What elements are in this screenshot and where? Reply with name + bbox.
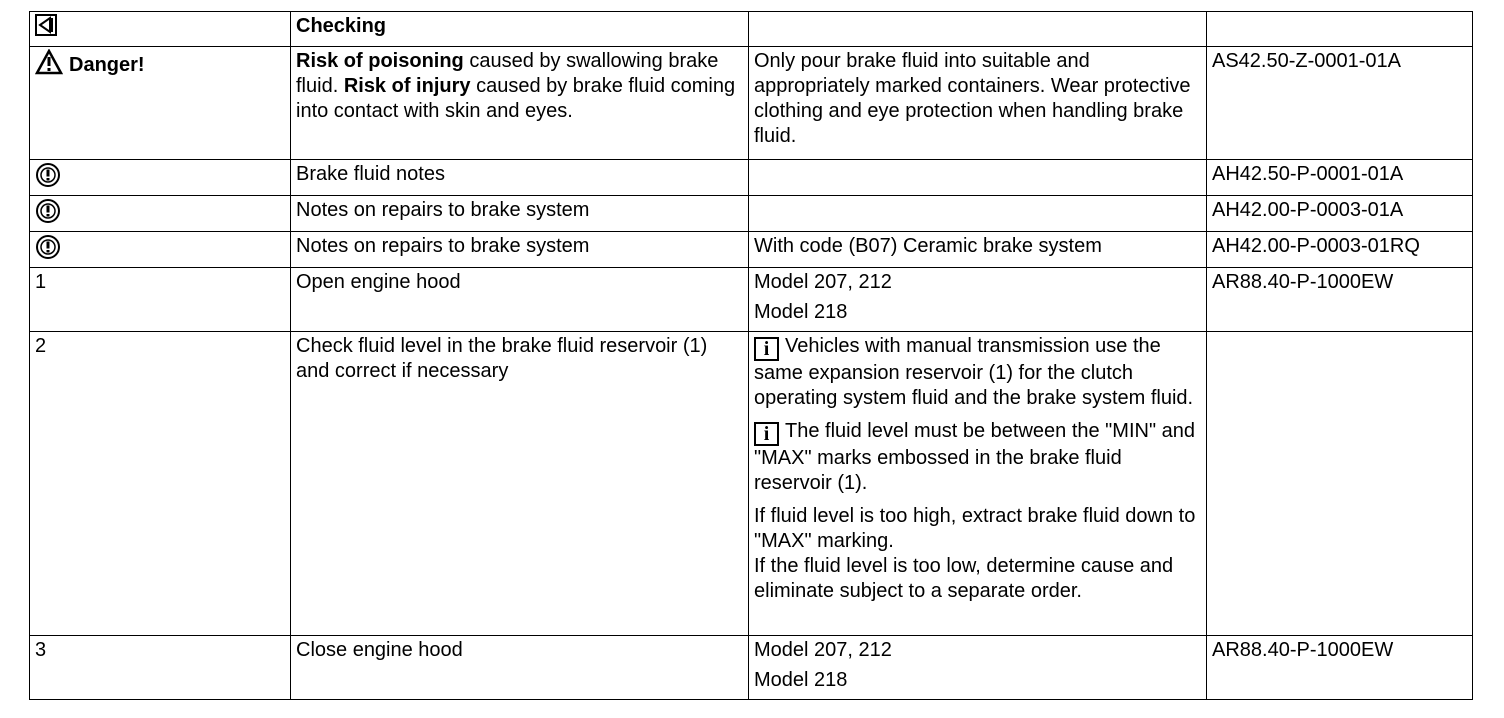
note-condition-cell [749,160,1207,196]
danger-row [30,47,1473,160]
note-ref-cell [1207,196,1473,232]
info-icon: i [754,422,779,446]
note-row [30,232,1473,268]
risk-poisoning-text: caused by swallowing brake fluid. [296,50,719,97]
step-ref-cell [1207,268,1473,332]
note-circle-icon [35,162,61,188]
step-number-cell [30,332,291,636]
header-title-cell [291,12,749,47]
header-empty-cell [749,12,1207,47]
info-note [754,334,1202,411]
info-note [754,419,1202,496]
danger-measure-text: Only pour brake fluid into suitable and appropriately marked containers. Wear protective clothing and eye protection when handling brake fluid. [754,50,1191,147]
info-note-text: Vehicles with manual transmission use the same expansion reservoir (1) for the clutch operating system fluid and the brake system fluid. [754,335,1194,409]
step-row [30,636,1473,700]
danger-label: Danger! [69,54,145,76]
danger-ref-cell [1207,47,1473,160]
risk-poisoning-label: Risk of poisoning [296,50,464,72]
step-condition-cell [749,268,1207,332]
note-document-ref[interactable]: AH42.50-P-0001-01A [1212,163,1404,185]
step-document-ref[interactable]: AR88.40-P-1000EW [1212,639,1394,661]
note-text-cell [291,160,749,196]
note-icon-cell [30,160,291,196]
model-applicability: Model 207, 212 [754,639,892,661]
note-circle-icon [35,198,61,224]
model-applicability: Model 207, 212 [754,271,892,293]
danger-risk-cell [291,47,749,160]
note-ref-cell [1207,160,1473,196]
back-arrow-box-icon[interactable] [35,14,57,36]
step-document-ref[interactable]: AR88.40-P-1000EW [1212,271,1394,293]
info-note-text: The fluid level must be between the "MIN" and "MAX" marks embossed in the brake fluid reservoir (1). [754,420,1195,494]
note-condition: With code (B07) Ceramic brake system [754,235,1102,257]
step-condition-cell [749,636,1207,700]
instruction-text: If fluid level is too high, extract brake fluid down to "MAX" marking. [754,505,1196,552]
model-applicability: Model 218 [754,301,848,323]
step-ref-cell [1207,636,1473,700]
step-action: Close engine hood [296,639,463,661]
danger-label-cell [30,47,291,160]
step-number-cell [30,268,291,332]
procedure-table [29,11,1473,700]
warning-triangle-icon [35,49,63,75]
header-icon-cell [30,12,291,47]
instruction-text: If the fluid level is too low, determine cause and eliminate subject to a separate order. [754,555,1174,602]
step-ref-cell [1207,332,1473,636]
note-condition-cell [749,232,1207,268]
risk-injury-label: Risk of injury [343,75,471,97]
note-ref-cell [1207,232,1473,268]
step-number: 2 [35,335,47,357]
step-row [30,332,1473,636]
step-number: 1 [35,271,47,293]
step-action-cell [291,332,749,636]
note-condition-cell [749,196,1207,232]
section-title: Checking [296,15,387,37]
step-action-cell [291,268,749,332]
step-row [30,268,1473,332]
note-icon-cell [30,196,291,232]
note-circle-icon [35,234,61,260]
step-condition-cell [749,332,1207,636]
note-text-cell [291,196,749,232]
risk-injury-text: caused by brake fluid coming into contact with skin and eyes. [296,75,736,122]
step-action: Open engine hood [296,271,461,293]
note-text: Notes on repairs to brake system [296,235,590,257]
table-header-row [30,12,1473,47]
note-text: Notes on repairs to brake system [296,199,590,221]
step-number-cell [30,636,291,700]
step-action-cell [291,636,749,700]
note-row [30,160,1473,196]
note-document-ref[interactable]: AH42.00-P-0003-01A [1212,199,1404,221]
header-empty-cell [1207,12,1473,47]
note-text-cell [291,232,749,268]
note-text: Brake fluid notes [296,163,445,185]
note-row [30,196,1473,232]
info-icon: i [754,337,779,361]
model-applicability: Model 218 [754,669,848,691]
note-icon-cell [30,232,291,268]
danger-document-ref[interactable]: AS42.50-Z-0001-01A [1212,50,1402,72]
step-number: 3 [35,639,47,661]
step-action: Check fluid level in the brake fluid reservoir (1) and correct if necessary [296,335,708,382]
danger-measure-cell [749,47,1207,160]
note-document-ref[interactable]: AH42.00-P-0003-01RQ [1212,235,1420,257]
